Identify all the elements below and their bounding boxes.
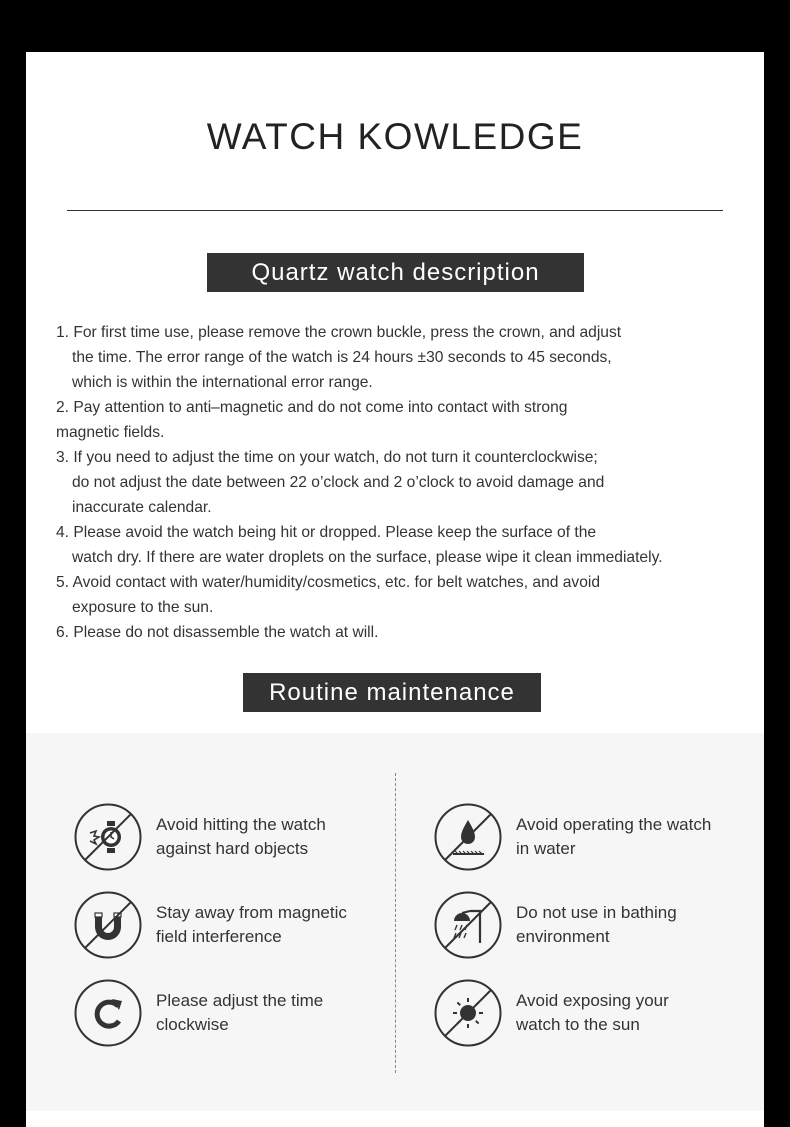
item-line: field interference bbox=[156, 927, 282, 946]
item-line: Do not use in bathing bbox=[516, 903, 677, 922]
desc-line: 6. Please do not disassemble the watch at will. bbox=[56, 624, 379, 641]
no-water-icon bbox=[434, 803, 502, 871]
desc-line: inaccurate calendar. bbox=[72, 499, 212, 516]
title-divider bbox=[67, 210, 723, 211]
maintenance-item-text bbox=[516, 813, 746, 861]
item-line: in water bbox=[516, 839, 576, 858]
desc-line: 3. If you need to adjust the time on your watch, do not turn it counterclockwise; bbox=[56, 449, 598, 466]
item-line: Avoid hitting the watch bbox=[156, 815, 326, 834]
desc-line: the time. The error range of the watch is 24 hours ±30 seconds to 45 seconds, bbox=[72, 349, 612, 366]
no-sun-icon bbox=[434, 979, 502, 1047]
item-line: Please adjust the time bbox=[156, 991, 324, 1010]
desc-line: magnetic fields. bbox=[56, 424, 165, 441]
maintenance-panel bbox=[26, 733, 764, 1111]
item-line: watch to the sun bbox=[516, 1015, 640, 1034]
content-sheet bbox=[26, 52, 764, 1127]
maintenance-heading: Routine maintenance bbox=[243, 673, 541, 712]
item-line: clockwise bbox=[156, 1015, 229, 1034]
desc-line: 4. Please avoid the watch being hit or dropped. Please keep the surface of the bbox=[56, 524, 597, 541]
quartz-heading: Quartz watch description bbox=[207, 253, 584, 292]
no-hitting-icon bbox=[74, 803, 142, 871]
quartz-description bbox=[56, 320, 756, 645]
maintenance-item-text bbox=[156, 813, 386, 861]
desc-line: which is within the international error range. bbox=[72, 374, 373, 391]
item-line: against hard objects bbox=[156, 839, 309, 858]
desc-line: watch dry. If there are water droplets on the surface, please wipe it clean immediately. bbox=[72, 549, 663, 566]
item-line: Avoid operating the watch bbox=[516, 815, 712, 834]
maintenance-item-text bbox=[156, 901, 386, 949]
column-divider bbox=[395, 773, 396, 1073]
clockwise-icon bbox=[74, 979, 142, 1047]
maintenance-item-text bbox=[156, 989, 386, 1037]
desc-line: 2. Pay attention to anti–magnetic and do not come into contact with strong bbox=[56, 399, 568, 416]
maintenance-item-text bbox=[516, 989, 746, 1037]
desc-line: exposure to the sun. bbox=[72, 599, 214, 616]
desc-line: 5. Avoid contact with water/humidity/cosmetics, etc. for belt watches, and avoid bbox=[56, 574, 601, 591]
maintenance-item-text bbox=[516, 901, 746, 949]
item-line: Stay away from magnetic bbox=[156, 903, 347, 922]
item-line: environment bbox=[516, 927, 610, 946]
desc-line: do not adjust the date between 22 o’clock and 2 o’clock to avoid damage and bbox=[72, 474, 605, 491]
item-line: Avoid exposing your bbox=[516, 991, 669, 1010]
desc-line: 1. For first time use, please remove the crown buckle, press the crown, and adjust bbox=[56, 324, 622, 341]
magnet-icon bbox=[74, 891, 142, 959]
no-shower-icon bbox=[434, 891, 502, 959]
page-title: WATCH KOWLEDGE bbox=[206, 116, 584, 157]
